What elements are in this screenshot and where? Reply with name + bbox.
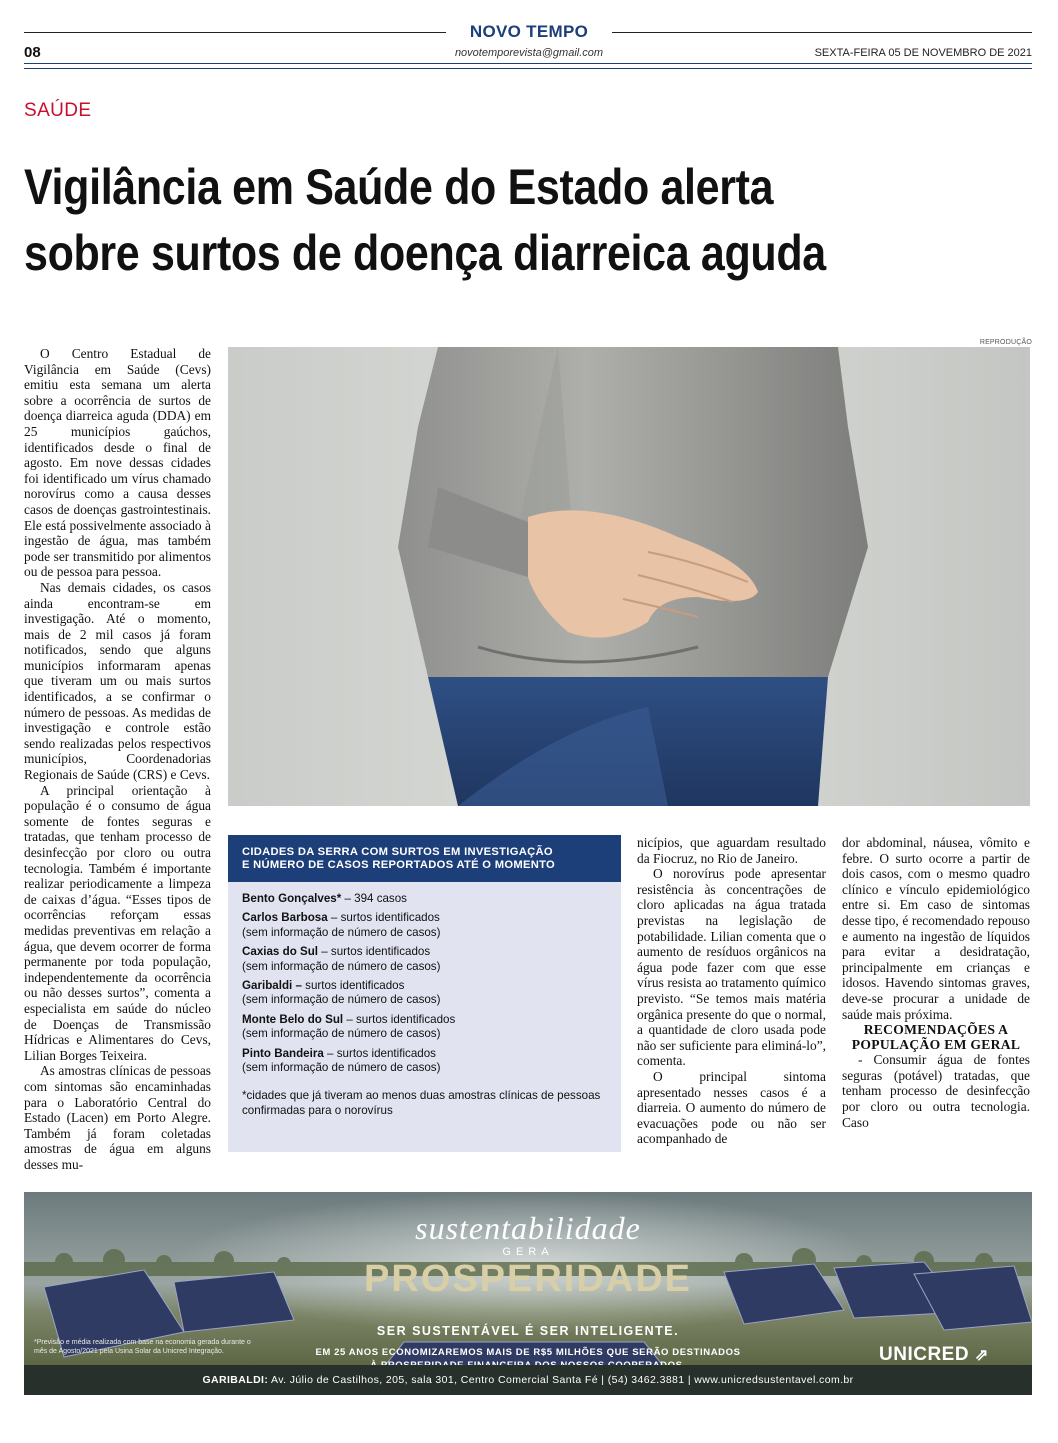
contact-email[interactable]: novotemporevista@gmail.com [454,47,604,59]
article-column-1 [24,346,211,1172]
list-item [242,892,607,906]
box-title-line-2: E NÚMERO DE CASOS REPORTADOS ATÉ O MOMENTO [242,859,556,871]
photo-abdominal-pain-illustration [228,347,1030,806]
list-item [242,1013,607,1042]
unicred-logo-icon: ⇗ [974,1347,989,1364]
paragraph: Nas demais cidades, os casos ainda encontram-se em investigação. Até o momento, mais de 2 mil casos já foram notificados, sendo que alguns municípios informaram apenas que tiveram um ou mais surtos identificados, a se confirmar o número de pessoas. As medidas de investigação e controle estão sendo realizadas pelos respectivos municípios, Coordenadorias Regionais de Saúde (CRS) e Cevs. [24,579,211,783]
city-detail: surtos identificados [301,979,405,993]
ad-line-1: EM 25 ANOS ECONOMIZAREMOS MAIS DE R$5 MILHÕES QUE SERÃO DESTINADOS [315,1347,741,1358]
photo-credit: REPRODUÇÃO [979,339,1032,346]
article-column-4 [842,835,1030,1130]
city-name: Pinto Bandeira [242,1046,324,1060]
ad-footer-details: Av. Júlio de Castilhos, 205, sala 301, Centro Comercial Santa Fé | (54) 3462.3881 | www.unicredsustentavel.com.br [268,1374,854,1386]
city-detail: – surtos identificados [327,911,440,925]
list-item [242,945,607,974]
city-detail: – surtos identificados [318,945,431,959]
city-extra: (sem informação de número de casos) [242,959,441,973]
city-extra: (sem informação de número de casos) [242,1061,441,1075]
city-extra: (sem informação de número de casos) [242,1027,441,1041]
box-title [228,835,621,882]
city-extra: (sem informação de número de casos) [242,993,441,1007]
section-label: SAÚDE [24,100,92,121]
city-name: Bento Gonçalves* [242,892,342,905]
ad-script-word: sustentabilidade [415,1210,641,1246]
paragraph: O Centro Estadual de Vigilância em Saúde (Cevs) emitiu esta semana um alerta sobre a ocorrência de surtos de doença diarreica aguda (DDA) em 25 municípios gaúchos, identificados desde o final de agosto. Em nove dessas cidades foi identificado um vírus chamado norovírus como a causa desses casos de doenças gastrointestinais. Ele está possivelmente associado à ingestão de água, mas também pode ser transmitido por alimentos ou de pessoa para pessoa. [24,346,211,580]
paragraph: As amostras clínicas de pessoas com sintomas são encaminhadas para o Laboratório Central do Estado (Lacen) em Porto Alegre. Também já foram coletadas amostras de água em alguns desses mu- [24,1063,211,1172]
headline-line-1: Vigilância em Saúde do Estado alerta [24,159,774,215]
headline-line-2: sobre surtos de doença diarreica aguda [24,225,826,281]
article-column-3 [637,835,826,1147]
city-name: Monte Belo do Sul [242,1012,344,1026]
ad-gera: GERA [502,1246,554,1258]
box-list [228,882,621,1118]
paragraph: O principal sintoma apresentado nesses casos é a diarreia. O aumento do número de evacuações pode ou não ser acompanhado de [637,1068,826,1147]
ad-footnote: *Previsão e média realizada com base na economia gerada durante o mês de Agosto/2021 pela Usina Solar da Unicred Integração. [34,1339,251,1355]
unicred-logo [879,1344,989,1366]
paragraph: O norovírus pode apresentar resistência às concentrações de cloro aplicadas na água tratada previstas na legislação de potabilidade. Lilian comenta que o aumento de resíduos orgânicos na água pode fazer com que esse vírus resista ao tratamento químico previsto. “Se temos mais matéria orgânica presente do que o normal, a quantidade de cloro usada pode não ser suficiente para eliminá-lo”, comenta. [637,866,826,1069]
headline [24,154,1035,286]
list-item [242,911,607,940]
paragraph: A principal orientação à população é o consumo de água somente de fontes seguras e tratadas, que tenham processo de desinfecção por cloro ou outra tecnologia. Também é importante realizar periodicamente a limpeza de caixas d’água. “Esses tipos de ocorrências reforçam essas medidas preventivas em relação a água, que devem ocorrer de forma permanente por toda população, independentemente da ocorrência ou não desses surtos”, comenta a especialista em saúde do núcleo de Doenças de Transmissão Hídricas e Alimentares do Cevs, Lilian Borges Teixeira. [24,782,211,1063]
page-number: 08 [24,44,41,61]
box-title-line-1: CIDADES DA SERRA COM SURTOS EM INVESTIGAÇÃO [242,846,553,858]
city-detail: – 394 casos [341,892,407,905]
list-item [242,1047,607,1076]
masthead-double-rule [24,63,1032,69]
paragraph: nicípios, que aguardam resultado da Fiocruz, no Rio de Janeiro. [637,835,826,866]
newspaper-title: NOVO TEMPO [469,22,589,41]
paragraph: - Consumir água de fontes seguras (potável) tratadas, que tenham processo de desinfecção por cloro ou outra tecnologia. Caso [842,1052,1030,1130]
city-name: Carlos Barbosa [242,911,328,925]
unicred-logo-text: UNICRED [879,1344,970,1365]
list-item [242,979,607,1008]
city-name: Caxias do Sul [242,945,319,959]
city-detail: – surtos identificados [323,1046,436,1060]
ad-footer-city: GARIBALDI: [202,1374,269,1386]
city-detail: – surtos identificados [343,1012,456,1026]
box-footnote: *cidades que já tiveram ao menos duas amostras clínicas de pessoas confirmadas para o norovírus [242,1089,601,1117]
ad-tagline: SER SUSTENTÁVEL É SER INTELIGENTE. [376,1324,680,1338]
cities-sidebar-box [228,835,621,1152]
city-extra: (sem informação de número de casos) [242,925,441,939]
article-photo [228,347,1030,806]
issue-date: SEXTA-FEIRA 05 DE NOVEMBRO DE 2021 [814,47,1032,59]
ad-footer-address [24,1365,1032,1395]
subheading-recommendations: RECOMENDAÇÕES A POPULAÇÃO EM GERAL [851,1022,1021,1053]
paragraph: dor abdominal, náusea, vômito e febre. O surto ocorre a partir de dois casos, com o mesmo quadro clínico e vínculo epidemiológico entre si. Em caso de sintomas desse tipo, é recomendado repouso e aumento na ingestão de líquidos para evitar a desidratação, principalmente em crianças e idosos. Havendo sintomas graves, deve-se procurar a unidade de saúde mais próxima. [842,835,1030,1022]
city-name: Garibaldi – [242,979,302,993]
ad-prosperidade: PROSPERIDADE [363,1258,693,1300]
